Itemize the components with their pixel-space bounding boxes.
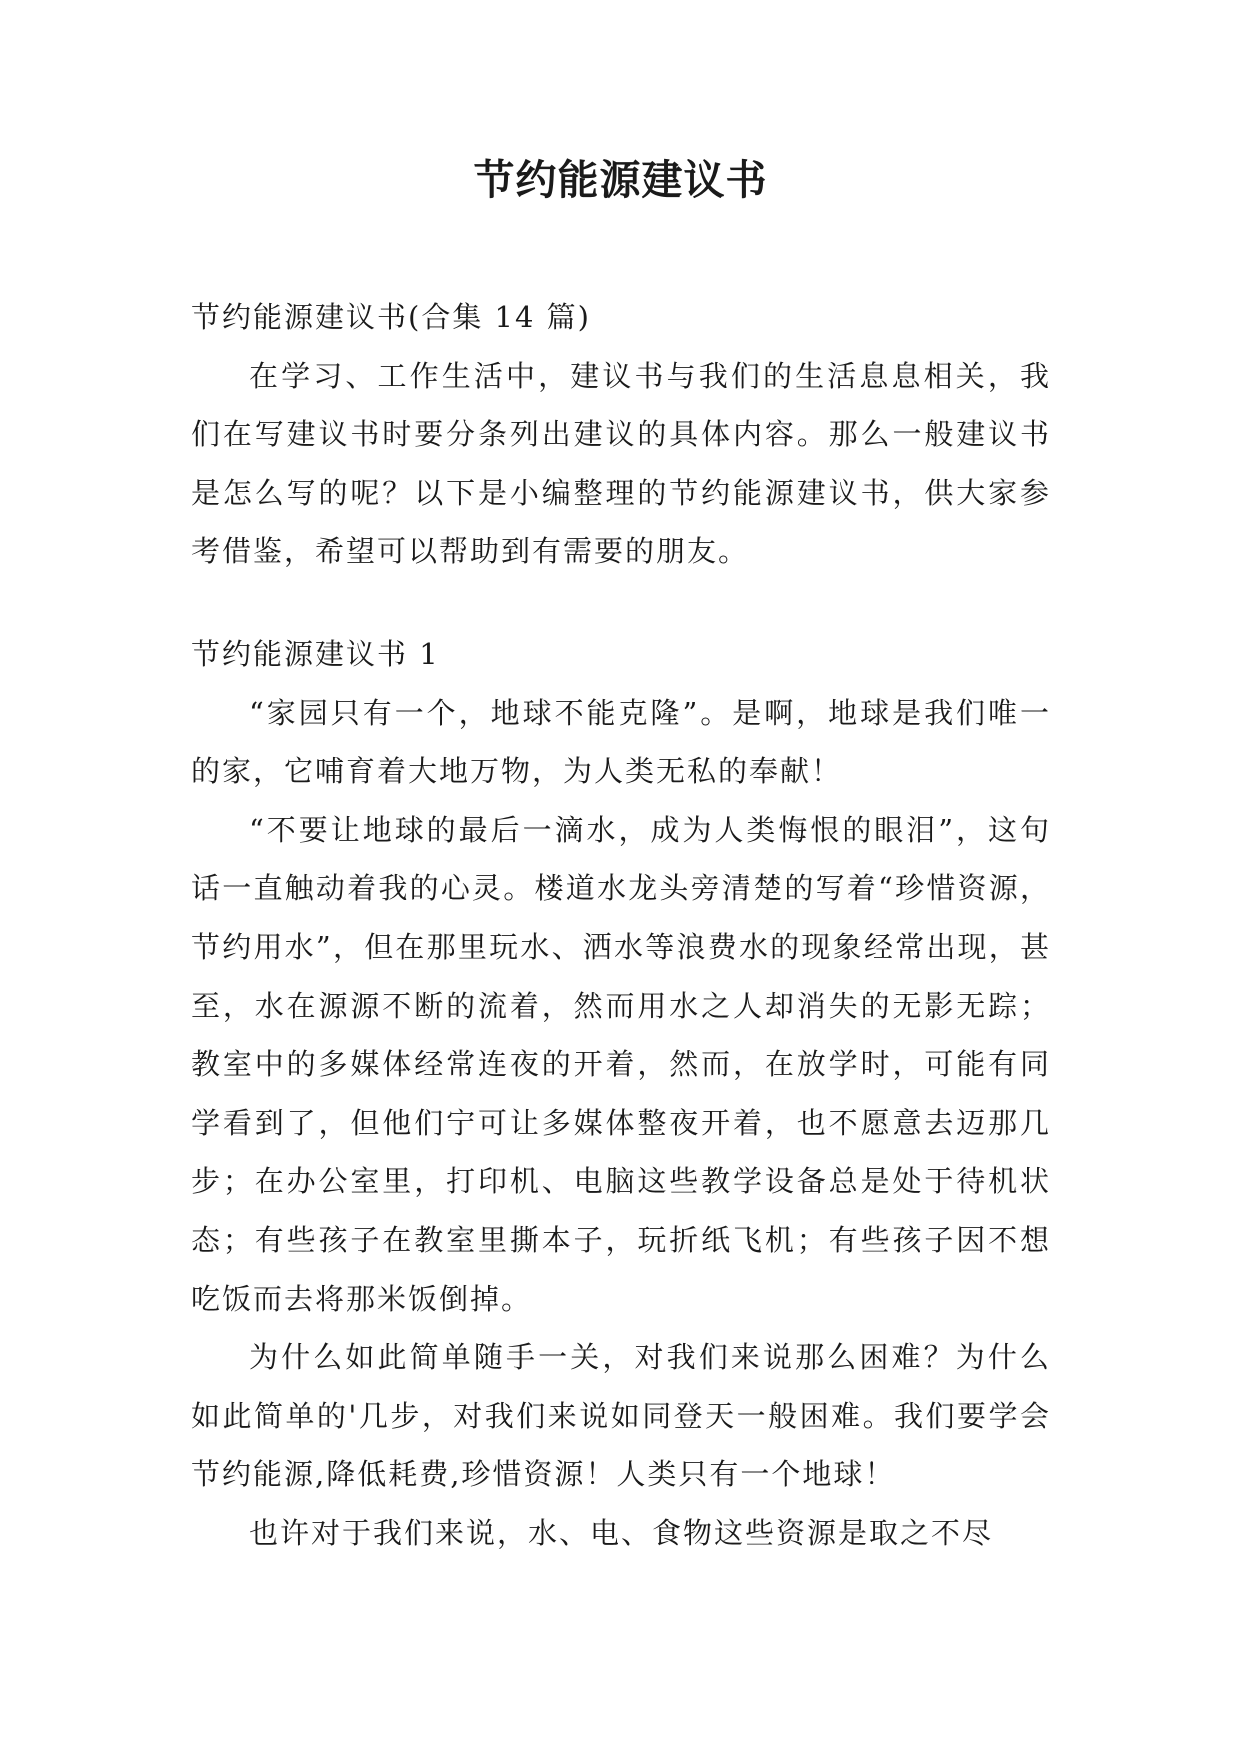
section-spacer (191, 581, 1051, 625)
document-title: 节约能源建议书 (473, 156, 768, 204)
body-paragraph: “家园只有一个，地球不能克隆”。是啊，地球是我们唯一的家，它哺育着大地万物，为人类无私的奉献！ (191, 695, 1051, 789)
body-paragraph: “不要让地球的最后一滴水，成为人类悔恨的眼泪”，这句话一直触动着我的心灵。楼道水龙头旁清楚的写着“珍惜资源，节约用水”，但在那里玩水、洒水等浪费水的现象经常出现，甚至，水在源源不断的流着，然而用水之人却消失的无影无踪；教室中的多媒体经常连夜的开着，然而，在放学时，可能有同学看到了，但他们宁可让多媒体整夜开着，也不愿意去迈那几步；在办公室里，打印机、电脑这些教学设备总是处于待机状态；有些孩子在教室里撕本子，玩折纸飞机；有些孩子因不想吃饭而去将那米饭倒掉。 (191, 812, 1051, 1316)
body-paragraph: 也许对于我们来说，水、电、食物这些资源是取之不尽 (249, 1515, 994, 1550)
intro-paragraph: 在学习、工作生活中，建议书与我们的生活息息相关，我们在写建议书时要分条列出建议的具体内容。那么一般建议书是怎么写的呢？以下是小编整理的节约能源建议书，供大家参考借鉴，希望可以帮助到有需要的朋友。 (191, 358, 1051, 569)
body-paragraph: 为什么如此简单随手一关，对我们来说那么困难？为什么如此简单的'几步，对我们来说如同登天一般困难。我们要学会节约能源,降低耗费,珍惜资源！人类只有一个地球！ (191, 1340, 1051, 1492)
document-body (191, 288, 1051, 1562)
section-heading: 节约能源建议书 1 (191, 636, 440, 671)
collection-heading: 节约能源建议书(合集 14 篇) (191, 300, 591, 334)
